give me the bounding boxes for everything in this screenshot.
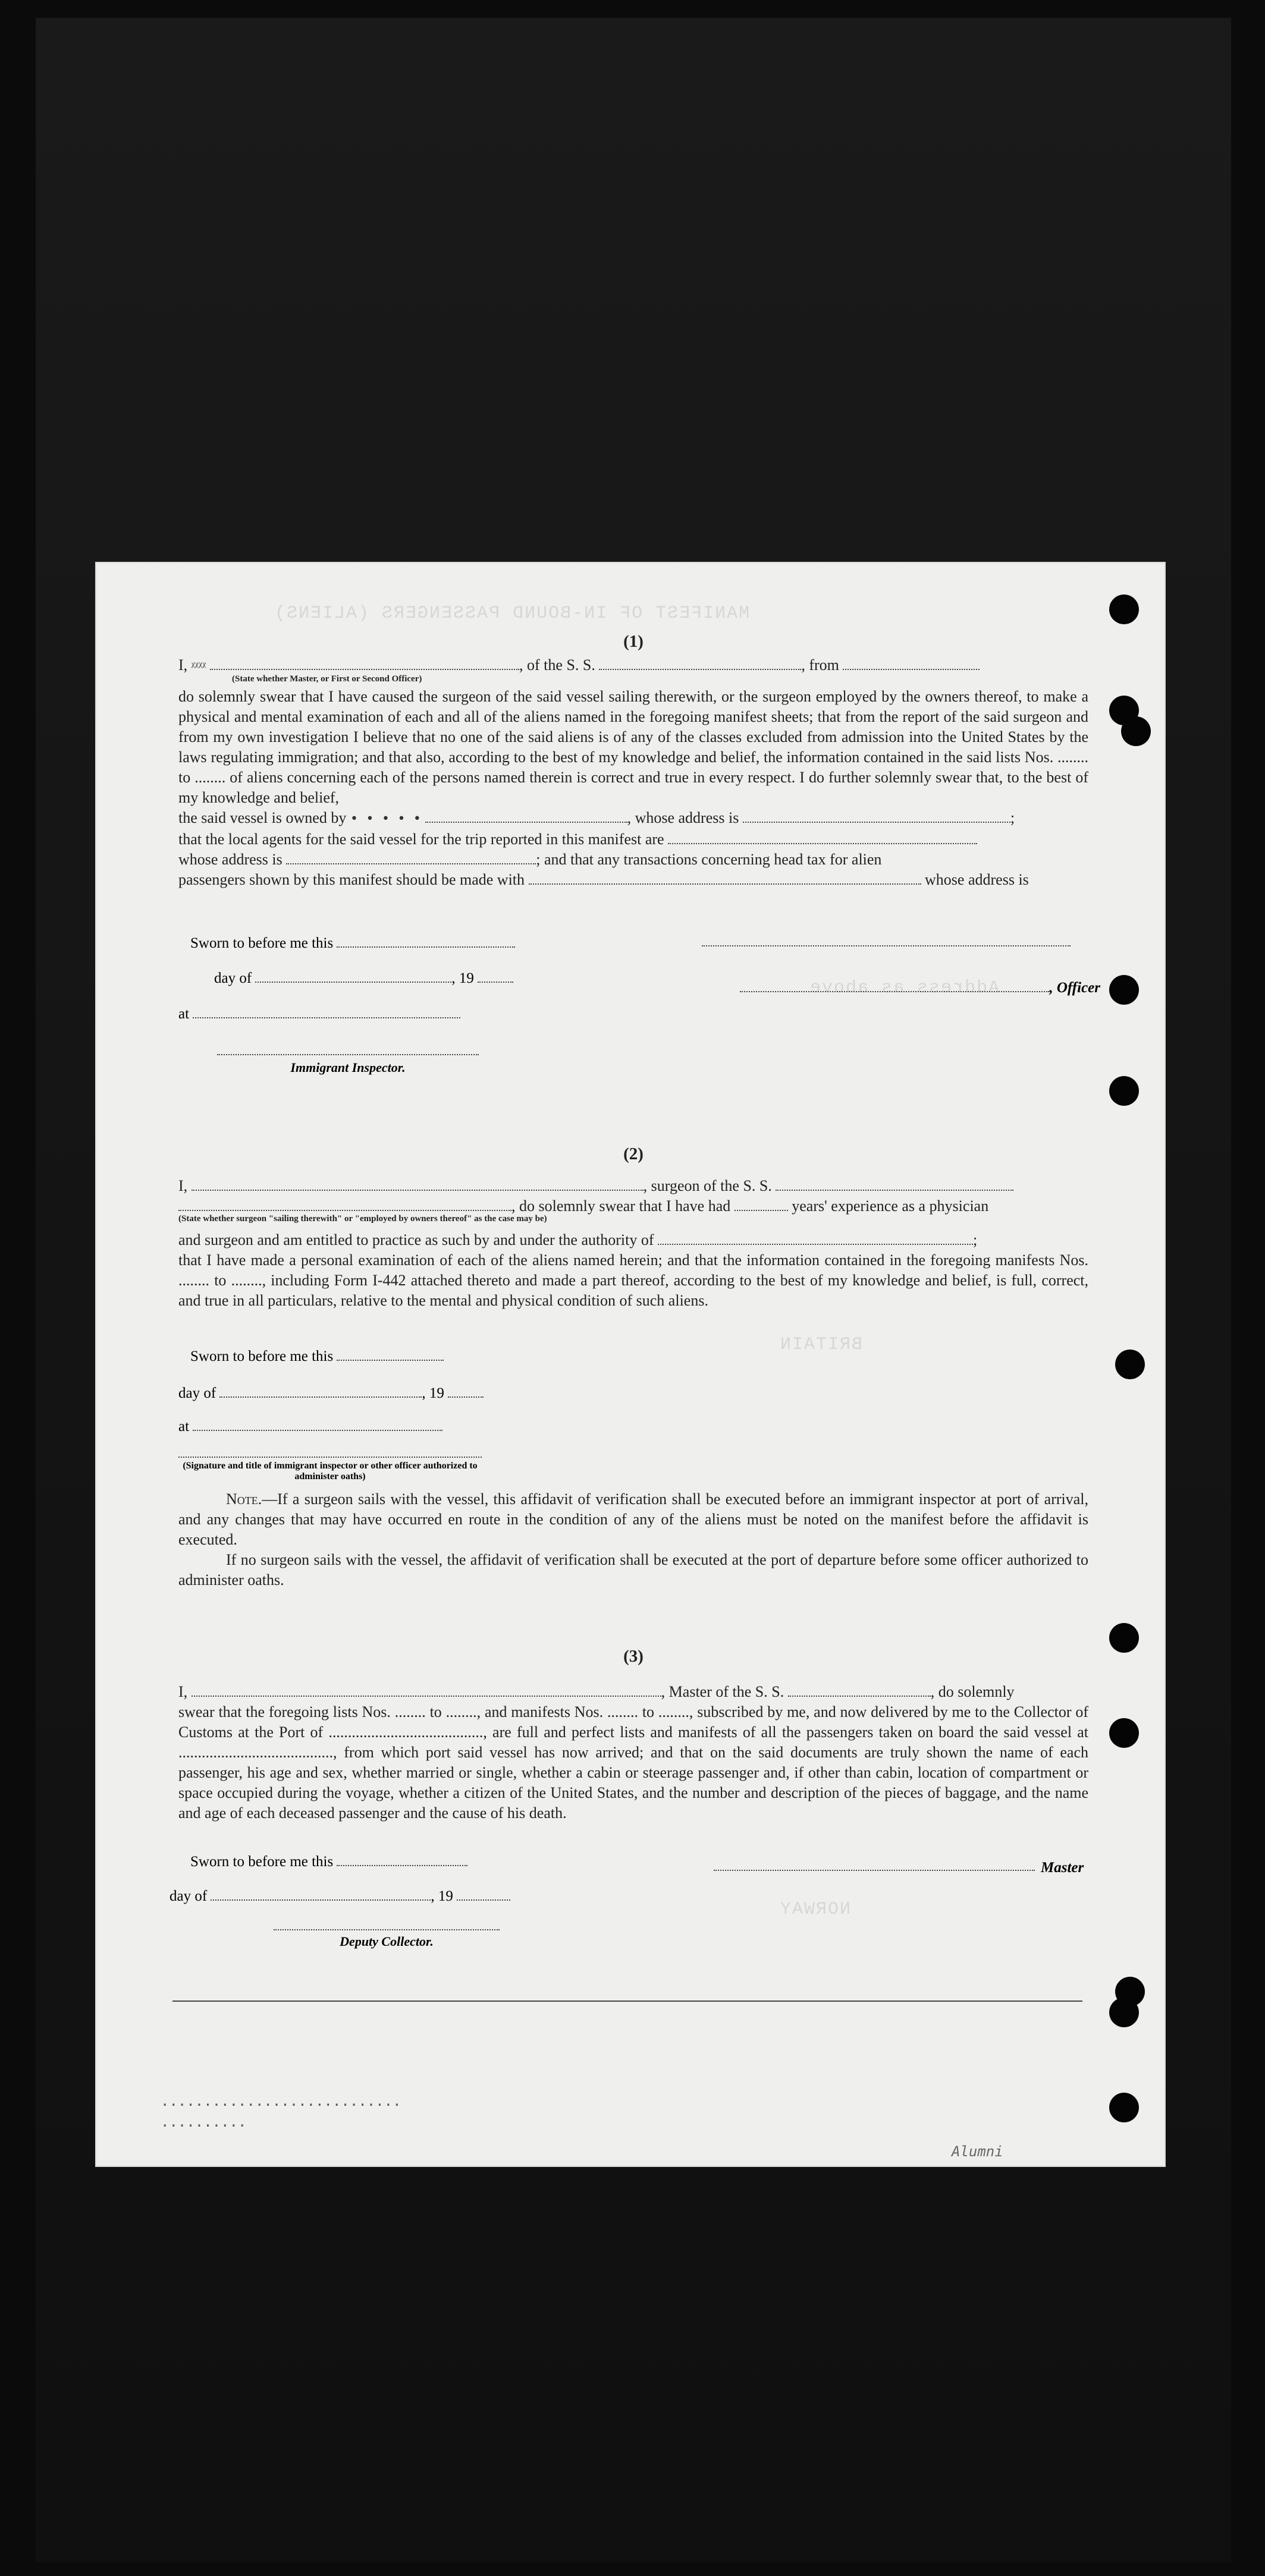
location-field[interactable] bbox=[193, 1017, 460, 1018]
surgeon-oath-body: that I have made a personal examination of each of the aliens named herein; and that the information contained in the foregoing manifests Nos. ........ to ........, including Form I-442 attached thereto and made a part thereof, according to the best of my knowledge and belief, is full, correct, and true in all particulars, relative to the mental and physical condition of such aliens. bbox=[178, 1251, 1088, 1309]
officer-label: , Officer bbox=[1049, 980, 1100, 996]
section-2-surgeon-oath: (2) I, , surgeon of the S. S. , do solemnly swear that I have had years' experience as a physician (State whether surgeon "sailing therewith" or "employed by owners thereof" as the case may be) and surgeon and am entitled to practice as such by and under the authority of ; that I have made a personal examination of each of the aliens named herein; and that the information contained in the foregoing manifests Nos. ........ to ........, including Form I-442 attached thereto and made a part thereof, according to the best of my knowledge and belief, is full, correct, and true in all particulars, relative to the mental and physical condition of such aliens. bbox=[178, 1144, 1088, 1311]
head-tax-text: ; and that any transactions concerning head tax for alien bbox=[536, 851, 882, 868]
day-label: day of bbox=[178, 1385, 216, 1401]
master-rank-note: (State whether Master, or First or Second Officer) bbox=[232, 674, 422, 684]
owned-label: the said vessel is owned by bbox=[178, 809, 347, 826]
punch-hole bbox=[1109, 1998, 1139, 2027]
year-field[interactable] bbox=[478, 982, 513, 983]
agents-field[interactable] bbox=[668, 843, 977, 844]
punch-hole bbox=[1109, 975, 1139, 1005]
month-field[interactable] bbox=[255, 982, 451, 983]
bleed-through-text: MANIFEST OF IN-BOUND PASSENGERS (ALIENS) bbox=[274, 603, 750, 624]
signature-title-note: (Signature and title of immigrant inspector or other officer authorized to administer oaths) bbox=[183, 1461, 478, 1482]
master-vessel-field[interactable] bbox=[788, 1696, 931, 1697]
officer-signature-line-1[interactable] bbox=[702, 945, 1071, 946]
surgeon-type-note: (State whether surgeon "sailing therewith" or "employed by owners thereof" as the case may be) bbox=[178, 1214, 547, 1223]
at-label: at bbox=[178, 1006, 190, 1022]
handwritten-mark: • • • • • bbox=[350, 812, 422, 826]
punch-hole bbox=[1109, 2093, 1139, 2122]
owner-field[interactable] bbox=[425, 822, 627, 823]
day-line-3 bbox=[169, 1886, 510, 1907]
handwritten-mark: ᵡᵡᵡᵡ bbox=[191, 659, 206, 674]
punch-hole bbox=[1109, 595, 1139, 624]
agents-address-field[interactable] bbox=[286, 863, 536, 864]
at-line-1 bbox=[178, 1004, 460, 1024]
note-text-2: If no surgeon sails with the vessel, the affidavit of verification shall be executed at the port of departure before some officer authorized to administer oaths. bbox=[178, 1551, 1088, 1589]
day-line-1 bbox=[214, 968, 513, 989]
sworn-date-field[interactable] bbox=[337, 1360, 444, 1361]
section-1-master-oath: (1) I, ᵡᵡᵡᵡ , of the S. S. , from (State whether Master, or First or Second Officer) do solemnly swear that I have caused the surgeon of the said vessel sailing therewith, or the surgeon employed by the owners thereof, to make a physical and mental examination of each and all of the aliens named in the foregoing manifest sheets; that from the report of the said surgeon and from my own investigation I believe that no one of the said aliens is of any of the classes excluded from admission into the United States by the laws regulating immigration; and that also, according to the best of my knowledge and belief, the information contained in the said lists Nos. ........ to ........ of aliens concerning each of the persons named therein is correct and true in every respect. I do further solemnly swear that, to the best of my knowledge and belief, the said vessel is owned by • • • • • , whose address is ; that the local agents for the said vessel for the trip reported in this manifest are whose address is ; and that any transactions concerning head tax for alien passengers shown by this manifest should be made with whose address is bbox=[178, 632, 1088, 888]
pronoun-i: I, bbox=[178, 1177, 188, 1194]
authority-field[interactable] bbox=[658, 1244, 973, 1245]
inspector-signature-line[interactable] bbox=[178, 1457, 482, 1458]
pronoun-i: I, bbox=[178, 656, 188, 674]
officer-line bbox=[702, 978, 1100, 998]
oath-body: do solemnly swear that I have caused the surgeon of the said vessel sailing therewith, or the surgeon employed by the owners thereof, to make a physical and mental examination of each and all of the aliens named in the foregoing manifest sheets; that from the report of the said surgeon and from my own investigation I believe that no one of the said aliens is of any of the classes excluded from admission into the United States by the laws regulating immigration; and that also, according to the best of my knowledge and belief, the information contained in the said lists Nos. ........ to ........ of aliens concerning each of the persons named therein is correct and true in every respect. I do further solemnly swear that, to the best of my knowledge and belief, bbox=[178, 688, 1088, 806]
manifest-back-page bbox=[95, 562, 1166, 2167]
year-label: , 19 bbox=[451, 970, 474, 986]
label-swear-experience: , do solemnly swear that I have had bbox=[511, 1197, 731, 1215]
master-name-field[interactable] bbox=[192, 1696, 661, 1697]
address-label: , whose address is bbox=[627, 809, 739, 826]
years-experience-field[interactable] bbox=[734, 1210, 788, 1211]
head-tax-party-field[interactable] bbox=[529, 883, 921, 885]
label-of-the-ss: , of the S. S. bbox=[519, 656, 595, 674]
punch-hole bbox=[1115, 1350, 1145, 1379]
owner-address-field[interactable] bbox=[743, 822, 1010, 823]
surgeon-type-field[interactable] bbox=[178, 1210, 511, 1211]
sworn-date-field[interactable] bbox=[337, 1865, 467, 1866]
punch-hole bbox=[1109, 1623, 1139, 1653]
deputy-signature-line[interactable] bbox=[274, 1929, 500, 1930]
section-number: (1) bbox=[623, 632, 644, 651]
at-line-2 bbox=[178, 1417, 442, 1437]
note-text-1: —If a surgeon sails with the vessel, this affidavit of verification shall be executed before an immigrant inspector at port of arrival, and any changes that may have occurred en route in the condition of any of the aliens must be noted on the manifest before the affidavit is executed. bbox=[178, 1490, 1088, 1548]
officer-signature-field[interactable] bbox=[740, 991, 1049, 992]
deputy-caption: Deputy Collector. bbox=[340, 1934, 434, 1949]
master-label: Master bbox=[1041, 1860, 1084, 1876]
sworn-line-2 bbox=[190, 1347, 444, 1367]
year-label: , 19 bbox=[422, 1385, 444, 1401]
passengers-label: passengers shown by this manifest should be made with bbox=[178, 871, 525, 888]
master-signature-line[interactable] bbox=[714, 1870, 1035, 1871]
label-surgeon-of-ss: , surgeon of the S. S. bbox=[643, 1177, 772, 1194]
pronoun-i: I, bbox=[178, 1683, 188, 1700]
surgeon-name-field[interactable] bbox=[192, 1190, 644, 1191]
day-label: day of bbox=[169, 1888, 208, 1904]
year-field[interactable] bbox=[457, 1899, 510, 1901]
authority-label: and surgeon and am entitled to practice as such by and under the authority of bbox=[178, 1231, 654, 1248]
vessel-name-field[interactable] bbox=[599, 669, 801, 670]
year-field[interactable] bbox=[448, 1396, 484, 1398]
punch-hole bbox=[1121, 716, 1151, 746]
footer-dots-2: .......... bbox=[161, 2113, 247, 2130]
section-3-master-delivery-oath bbox=[178, 1647, 1088, 1823]
passengers-address-label: whose address is bbox=[925, 871, 1029, 888]
section-number: (3) bbox=[623, 1647, 644, 1666]
sworn-label: Sworn to before me this bbox=[190, 935, 334, 951]
day-label: day of bbox=[214, 970, 252, 986]
bleed-through-text: BRITAIN bbox=[779, 1335, 863, 1355]
at-label: at bbox=[178, 1418, 190, 1435]
punch-hole bbox=[1109, 1076, 1139, 1106]
departure-port-field[interactable] bbox=[843, 669, 980, 670]
surgeon-note bbox=[178, 1489, 1088, 1590]
sworn-line-1 bbox=[190, 933, 515, 954]
delivery-oath-body: swear that the foregoing lists Nos. ........ to ........, and manifests Nos. ........ to ........, subscribed by me, and now delivered by me to the Collector of Customs at the Port of ........................................, are full and perfect lists and manifests of all the passengers taken on board the said vessel at ........................................, from which port said vessel has now arrived; and that on the said documents are truly shown the name of each passenger, his age and sex, whether married or single, whether a cabin or steerage passenger and, if other than cabin, location of compartment or space occupied during the voyage, whether a citizen of the United States, and the number and description of the pieces of baggage, and the name and age of each deceased passenger and the cause of his death. bbox=[178, 1703, 1088, 1822]
punch-hole bbox=[1109, 1718, 1139, 1748]
label-years-experience: years' experience as a physician bbox=[792, 1197, 989, 1215]
sworn-label: Sworn to before me this bbox=[190, 1348, 334, 1364]
bottom-rule bbox=[172, 2001, 1082, 2002]
location-field[interactable] bbox=[193, 1430, 442, 1431]
agents-label: that the local agents for the said vessel for the trip reported in this manifest are bbox=[178, 831, 664, 848]
day-line-2 bbox=[178, 1383, 484, 1404]
sworn-line-3 bbox=[190, 1852, 467, 1872]
bleed-through-text: Address as above bbox=[809, 978, 1000, 998]
label-from: , from bbox=[801, 656, 839, 674]
inspector-signature-line[interactable] bbox=[217, 1054, 479, 1055]
footer-handwriting: Alumni bbox=[952, 2143, 1003, 2160]
sworn-date-field[interactable] bbox=[337, 946, 515, 948]
footer-dots-1: ............................ bbox=[161, 2093, 401, 2109]
label-master-of-ss: , Master of the S. S. bbox=[661, 1683, 784, 1700]
agents-address-label: whose address is bbox=[178, 851, 282, 868]
label-do-solemnly: , do solemnly bbox=[930, 1683, 1015, 1700]
inspector-caption: Immigrant Inspector. bbox=[290, 1060, 406, 1075]
year-label: , 19 bbox=[431, 1888, 453, 1904]
note-label: Note. bbox=[226, 1490, 262, 1508]
master-rank-field[interactable] bbox=[210, 669, 519, 670]
sworn-label: Sworn to before me this bbox=[190, 1854, 334, 1870]
month-field[interactable] bbox=[211, 1899, 431, 1901]
bleed-through-text: NORWAY bbox=[779, 1899, 851, 1920]
month-field[interactable] bbox=[219, 1396, 422, 1398]
surgeon-vessel-field[interactable] bbox=[776, 1190, 1013, 1191]
section-number: (2) bbox=[623, 1144, 644, 1163]
